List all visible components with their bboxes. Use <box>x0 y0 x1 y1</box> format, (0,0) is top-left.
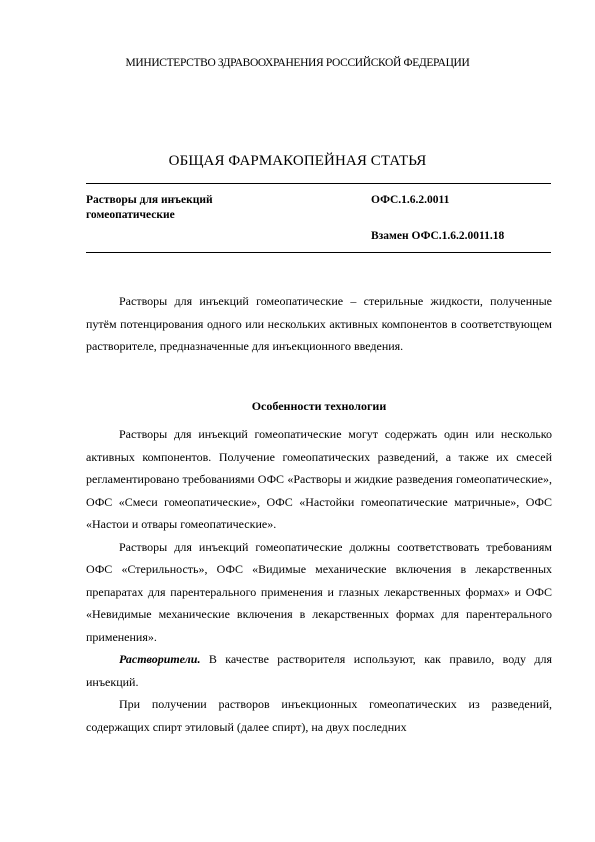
term-solvents: Растворители. <box>119 652 201 666</box>
article-title-line-1: Растворы для инъекций <box>86 194 213 206</box>
header-rule-top <box>86 183 551 184</box>
paragraph-4: При получении растворов инъекционных гомеопатических из разведений, содержащих спирт этиловый (далее спирт), на двух последних <box>86 697 552 734</box>
article-code: ОФС.1.6.2.0011 <box>371 194 450 206</box>
paragraph-1: Растворы для инъекций гомеопатические могут содержать один или несколько активных компонентов. Получение гомеопатических разведений, а также их смесей регламентировано требованиями ОФС «Растворы и жидкие разведения гомеопатические», ОФС «Смеси гомеопатические», ОФС «Настойки гомеопатические матричные», ОФС «Настои и отвары гомеопатические». <box>86 427 552 531</box>
article-title-line-2: гомеопатические <box>86 209 175 221</box>
header-rule-bottom <box>86 252 551 253</box>
main-text <box>86 423 552 738</box>
article-title <box>86 193 306 223</box>
document-type-title: ОБЩАЯ ФАРМАКОПЕЙНАЯ СТАТЬЯ <box>168 153 427 169</box>
replaces-code: Взамен ОФС.1.6.2.0011.18 <box>371 230 505 242</box>
paragraph-3-text: В качестве растворителя используют, как правило, воду для инъекций. <box>86 652 552 689</box>
paragraph-3 <box>86 648 552 693</box>
intro-block <box>86 290 552 358</box>
intro-paragraph: Растворы для инъекций гомеопатические – стерильные жидкости, полученные путём потенцирования одного или нескольких активных компонентов в соответствующем растворителе, предназначенные для инъекционного введения. <box>86 294 552 353</box>
paragraph-2: Растворы для инъекций гомеопатические должны соответствовать требованиям ОФС «Стерильность», ОФС «Видимые механические включения в лекарственных препаратах для парентерального применения и глазных лекарственных формах» и ОФС «Невидимые механические включения в лекарственных формах для парентерального применения». <box>86 539 552 644</box>
section-heading: Особенности технологии <box>251 399 387 413</box>
ministry-heading: МИНИСТЕРСТВО ЗДРАВООХРАНЕНИЯ РОССИЙСКОЙ ФЕДЕРАЦИИ <box>125 57 470 69</box>
